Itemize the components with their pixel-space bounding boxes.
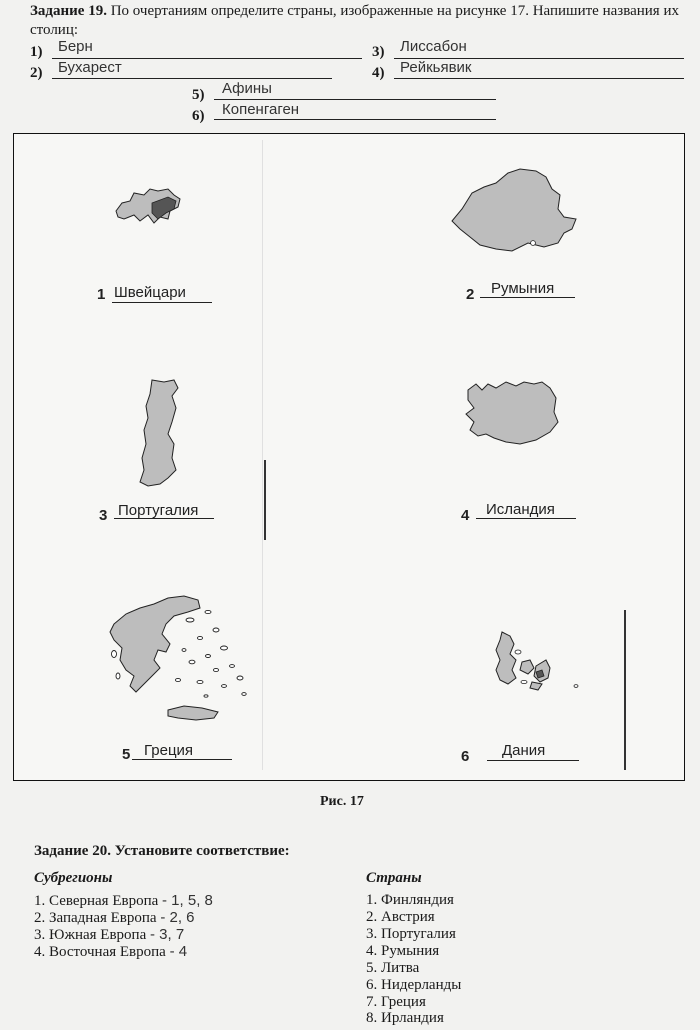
country-1-line [112,302,212,303]
subregion-2-answer: - 2, 6 [160,909,195,926]
romania-map-icon [448,165,580,260]
country-list-2 [366,909,435,927]
country-5-answer: Греция [144,742,194,759]
country-6-line [487,760,579,761]
country-list-8 [366,1010,444,1028]
subregion-1-answer: - 1, 5, 8 [162,892,213,909]
capital-1-number: 1) [30,44,43,60]
country-list-7 [366,994,426,1012]
subregion-3 [34,926,184,945]
subregions-header: Субрегионы [34,870,113,886]
country-3-answer: Португалия [118,502,199,519]
country-list-3-number: 3. [366,926,378,942]
country-list-8-number: 8. [366,1010,378,1026]
subregion-3-name: Южная Европа [49,927,147,943]
country-list-4-name: Румыния [381,943,440,959]
country-list-5 [366,960,419,978]
capital-5-number: 5) [192,87,205,103]
iceland-map-icon [462,378,562,448]
country-list-6-name: Нидерланды [381,977,462,993]
capital-3-answer: Лиссабон [400,38,467,55]
denmark-map-icon [492,628,582,696]
task19-text: По очертаниям определите страны, изображенные на рисунке 17. Напишите названия их столиц: [30,3,679,38]
switzerland-map-icon [112,185,184,227]
country-list-2-name: Австрия [381,909,435,925]
country-4-answer: Исландия [486,501,555,518]
capital-6-answer: Копенгаген [222,101,300,118]
country-list-3 [366,926,456,944]
subregion-3-answer: - 3, 7 [149,926,185,943]
country-6-number: 6 [461,748,470,765]
subregion-1-name: Северная Европа [49,893,159,909]
country-list-5-name: Литва [381,960,420,976]
capital-3-number: 3) [372,44,385,60]
subregion-4-number: 4. [34,944,46,960]
figure-caption: Рис. 17 [320,794,364,809]
pen-mark-1 [264,460,266,540]
subregion-2 [34,909,195,928]
country-list-5-number: 5. [366,960,378,976]
capital-2-number: 2) [30,65,43,81]
capital-2-answer: Бухарест [58,59,122,76]
subregion-4-name: Восточная Европа [49,944,166,960]
capital-4-number: 4) [372,65,385,81]
country-1-number: 1 [97,286,106,303]
capital-6-line [214,119,496,120]
country-list-7-number: 7. [366,994,378,1010]
country-list-6-number: 6. [366,977,378,993]
country-list-2-number: 2. [366,909,378,925]
capital-4-line [394,78,684,79]
pen-mark-2 [624,610,626,770]
capital-5-answer: Афины [222,80,272,97]
subregion-4 [34,943,187,962]
subregion-1-number: 1. [34,893,46,909]
country-4-line [476,518,576,519]
portugal-map-icon [138,378,184,490]
country-6-answer: Дания [502,742,546,759]
capital-4-answer: Рейкьявик [400,59,472,76]
task19-number: Задание 19. [30,3,107,19]
country-list-6 [366,977,461,995]
country-list-4 [366,943,439,961]
country-list-7-name: Греция [381,994,426,1010]
country-3-number: 3 [99,507,108,524]
capital-2-line [52,78,332,79]
country-list-3-name: Португалия [381,926,456,942]
country-4-number: 4 [461,507,470,524]
task20-number: Задание 20. [34,843,111,859]
country-list-1 [366,892,454,910]
capital-6-number: 6) [192,108,205,124]
bleed-divider [262,140,263,770]
country-list-8-name: Ирландия [381,1010,444,1026]
subregion-1 [34,892,213,911]
subregion-2-name: Западная Европа [49,910,157,926]
country-2-number: 2 [466,286,475,303]
subregion-4-answer: - 4 [169,943,188,960]
subregion-2-number: 2. [34,910,46,926]
country-5-number: 5 [122,746,131,763]
country-list-1-name: Финляндия [381,892,454,908]
country-1-answer: Швейцари [114,284,186,301]
subregion-3-number: 3. [34,927,46,943]
country-2-line [480,297,575,298]
country-list-4-number: 4. [366,943,378,959]
task20-title [34,843,290,861]
task20-text: Установите соответствие: [114,843,290,859]
country-5-line [132,759,232,760]
country-2-answer: Румыния [491,280,555,297]
countries-header: Страны [366,870,422,886]
country-list-1-number: 1. [366,892,378,908]
capital-1-answer: Берн [58,38,93,55]
task19-title [30,2,680,40]
greece-map-icon [104,590,254,730]
capital-5-line [214,99,496,100]
